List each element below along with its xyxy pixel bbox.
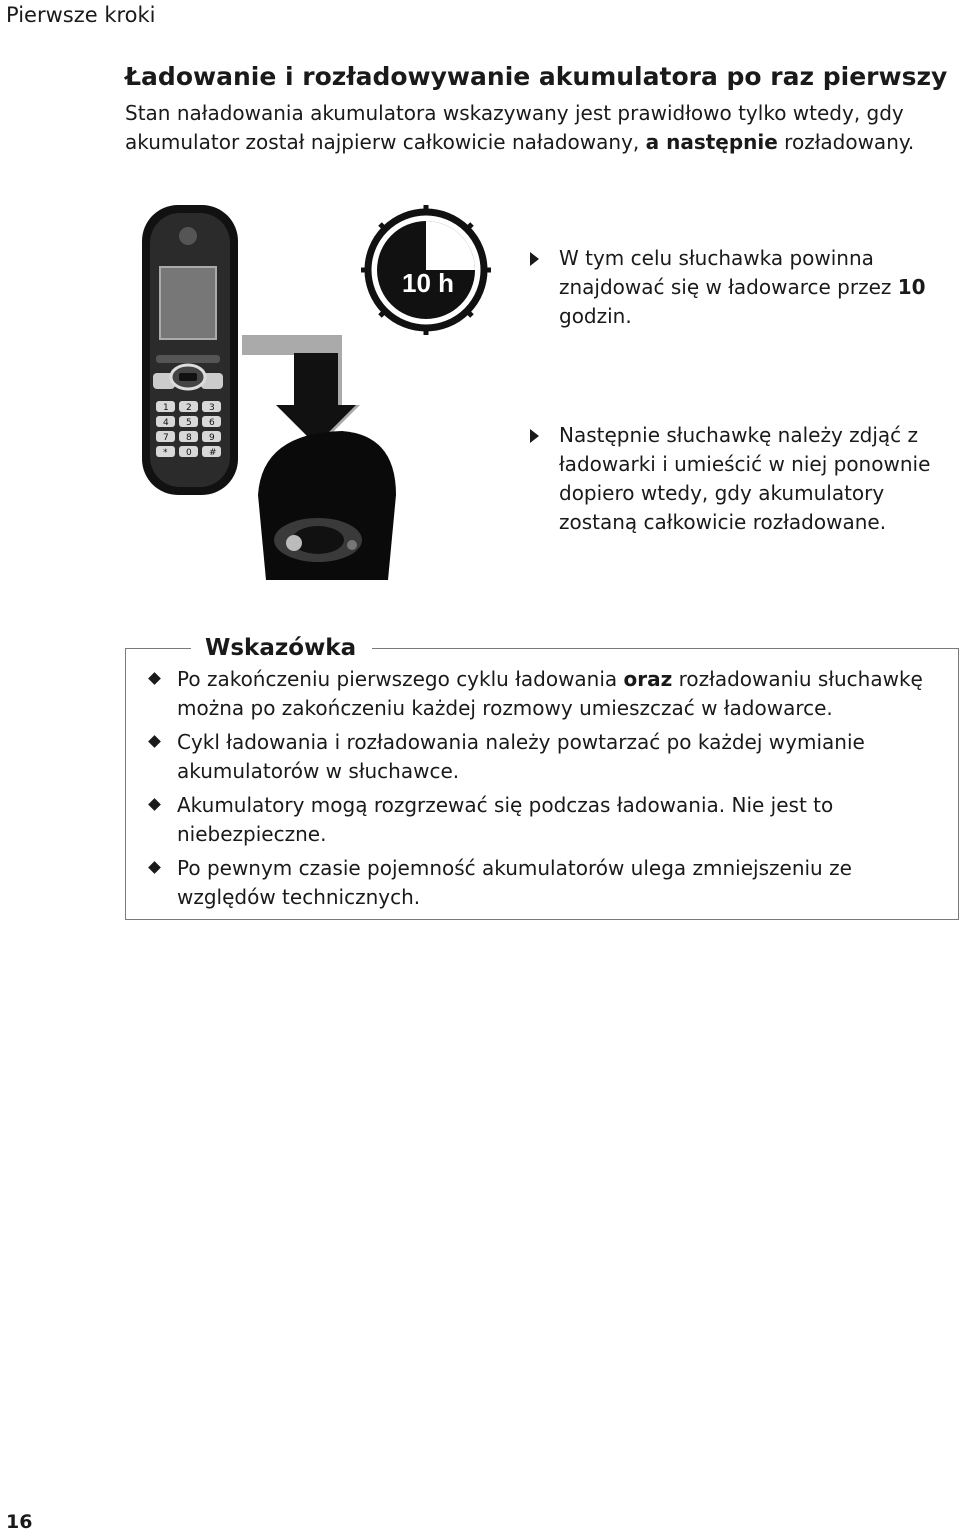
clock-icon — [361, 205, 491, 335]
note-item — [148, 665, 948, 723]
keypad-key-label: 1 — [163, 403, 169, 413]
diamond-bullet-icon — [148, 672, 161, 685]
step-arrow-icon — [530, 429, 539, 443]
keypad-key-label: 4 — [163, 418, 169, 428]
note-item-text-pre: Po zakończeniu pierwszego cyklu ładowania — [177, 667, 624, 691]
keypad-key-label: 8 — [186, 433, 192, 443]
keypad-key-label: 7 — [163, 433, 169, 443]
keypad-key-label: 0 — [186, 448, 192, 458]
diamond-bullet-icon — [148, 735, 161, 748]
keypad-key-label: 3 — [209, 403, 215, 413]
step-1-text-pre: W tym celu słuchawka powinna znajdować się w ładowarce przez — [559, 246, 898, 299]
note-item-text-pre: Akumulatory mogą rozgrzewać się podczas ładowania. Nie jest to niebezpieczne. — [177, 793, 834, 846]
step-2-text-pre: Następnie słuchawkę należy zdjąć z ładowarki i umieścić w niej ponownie dopiero wtedy, gdy akumulatory zostaną całkowicie rozładowane. — [559, 423, 931, 534]
page-number: 16 — [6, 1511, 33, 1533]
note-item-text-pre: Cykl ładowania i rozładowania należy powtarzać po każdej wymianie akumulatorów w słuchawce. — [177, 730, 865, 783]
note-item-text-bold: oraz — [623, 667, 673, 691]
note-title: Wskazówka — [191, 633, 372, 663]
page-title: Ładowanie i rozładowywanie akumulatora po raz pierwszy — [125, 62, 948, 91]
intro-text-2: rozładowany. — [777, 130, 915, 154]
keypad-key-label: 2 — [186, 403, 192, 413]
note-item-text-post: rozładowaniu słuchawkę można po zakończeniu każdej rozmowy umieszczać w ładowarce. — [177, 667, 923, 720]
keypad-key-label: 6 — [209, 418, 215, 428]
note-item — [148, 854, 948, 912]
step-2 — [530, 421, 940, 537]
intro-paragraph — [125, 99, 925, 157]
step-1-text — [559, 244, 940, 331]
note-item-text-pre: Po pewnym czasie pojemność akumulatorów ulega zmniejszeniu ze względów technicznych. — [177, 856, 852, 909]
step-arrow-icon — [530, 252, 539, 266]
step-1-text-post: godzin. — [559, 304, 632, 328]
intro-bold: a następnie — [645, 130, 778, 154]
diamond-bullet-icon — [148, 861, 161, 874]
keypad-key-label: 5 — [186, 418, 192, 428]
intro-text-1: Stan naładowania akumulatora wskazywany jest prawidłowo tylko wtedy, gdy akumulator został najpierw całkowicie naładowany, — [125, 101, 904, 154]
diamond-bullet-icon — [148, 798, 161, 811]
clock-label: 10 h — [401, 268, 455, 298]
insert-arrow-icon — [242, 335, 360, 445]
note-box — [125, 635, 959, 920]
keypad-key-label: # — [209, 448, 217, 458]
note-list — [148, 665, 948, 917]
step-1 — [530, 244, 940, 331]
keypad-key-label: 9 — [209, 433, 215, 443]
keypad-key-label: * — [163, 448, 168, 458]
note-item — [148, 791, 948, 849]
step-1-text-bold: 10 — [897, 275, 926, 299]
note-item — [148, 728, 948, 786]
charger-image — [258, 431, 396, 580]
section-header: Pierwsze kroki — [6, 3, 156, 27]
charging-illustration — [130, 195, 530, 590]
step-2-text — [559, 421, 940, 537]
